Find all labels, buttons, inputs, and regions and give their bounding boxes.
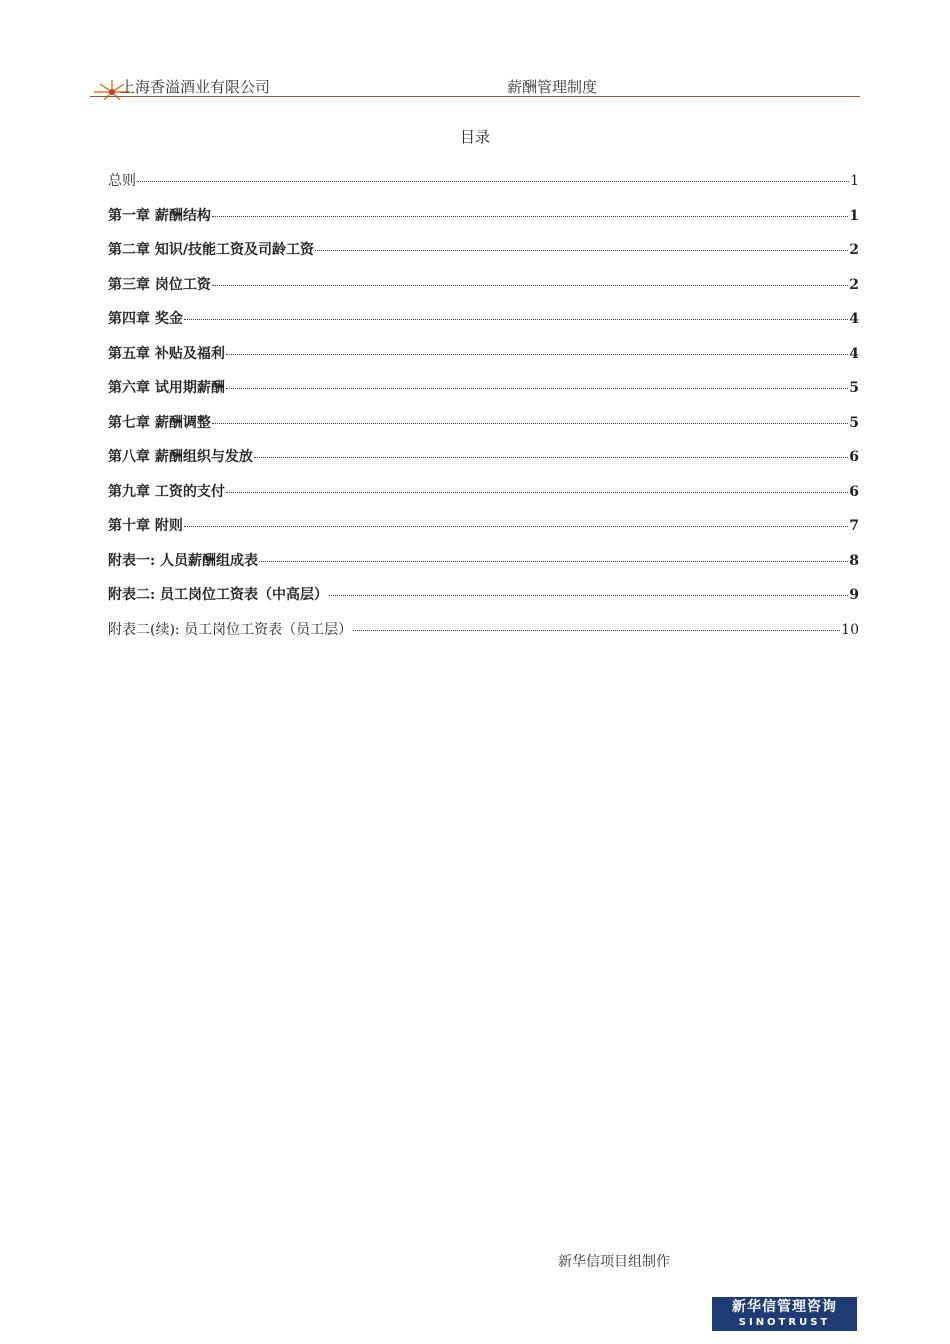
toc-entry-label: 第五章 补贴及福利	[108, 345, 225, 362]
toc-leader-dots	[259, 561, 848, 562]
toc-entry-page: 6	[849, 483, 859, 500]
toc-entry-label: 第七章 薪酬调整	[108, 414, 211, 431]
toc-leader-dots	[226, 492, 848, 493]
toc-entry-label: 第九章 工资的支付	[108, 483, 225, 500]
table-of-contents	[108, 170, 859, 653]
toc-entry-label: 第十章 附则	[108, 518, 183, 534]
toc-title: 目录	[459, 128, 490, 146]
toc-entry-page: 2	[849, 242, 859, 258]
toc-entry[interactable]	[108, 412, 859, 447]
footer-maker: 新华信项目组制作	[558, 1254, 670, 1270]
toc-leader-dots	[226, 354, 848, 355]
toc-entry-label: 附表一: 人员薪酬组成表	[108, 552, 259, 569]
toc-entry-page: 9	[849, 587, 859, 603]
toc-entry-label: 总则	[108, 173, 136, 189]
toc-leader-dots	[212, 216, 848, 217]
toc-entry[interactable]	[108, 446, 859, 481]
toc-leader-dots	[315, 250, 848, 251]
toc-entry[interactable]	[108, 481, 859, 516]
toc-entry-label: 附表二(续): 员工岗位工资表（员工层）	[108, 621, 353, 638]
toc-entry-page: 7	[849, 518, 859, 534]
toc-entry-label: 第六章 试用期薪酬	[108, 380, 225, 396]
toc-entry[interactable]	[108, 343, 859, 378]
toc-entry-label: 附表二: 员工岗位工资表（中高层）	[108, 587, 329, 603]
toc-entry[interactable]	[108, 170, 859, 205]
toc-leader-dots	[353, 630, 840, 631]
document-title: 薪酬管理制度	[507, 78, 598, 96]
toc-entry-page: 5	[849, 380, 859, 396]
header-divider	[90, 96, 860, 97]
toc-entry-page: 4	[849, 345, 859, 362]
toc-leader-dots	[329, 595, 848, 596]
company-name: 上海香溢酒业有限公司	[120, 78, 271, 96]
toc-entry-label: 第八章 薪酬组织与发放	[108, 449, 253, 465]
toc-entry[interactable]	[108, 377, 859, 412]
toc-entry-label: 第二章 知识/技能工资及司龄工资	[108, 242, 314, 258]
toc-leader-dots	[184, 526, 848, 527]
toc-entry-page: 6	[849, 449, 859, 465]
toc-entry-page: 10	[841, 621, 859, 638]
toc-entry[interactable]	[108, 584, 859, 619]
toc-entry-page: 1	[849, 207, 859, 224]
toc-entry-page: 8	[849, 552, 859, 569]
toc-entry-page: 2	[849, 276, 859, 293]
toc-entry[interactable]	[108, 239, 859, 274]
toc-entry[interactable]	[108, 550, 859, 585]
toc-leader-dots	[212, 285, 848, 286]
toc-entry[interactable]	[108, 308, 859, 343]
toc-entry-label: 第一章 薪酬结构	[108, 207, 211, 224]
toc-leader-dots	[226, 388, 848, 389]
toc-entry-label: 第三章 岗位工资	[108, 276, 211, 293]
toc-leader-dots	[137, 181, 849, 182]
brand-name-cn: 新华信管理咨询	[732, 1299, 837, 1315]
toc-leader-dots	[212, 423, 848, 424]
toc-entry-label: 第四章 奖金	[108, 311, 183, 327]
toc-leader-dots	[184, 319, 848, 320]
brand-logo	[712, 1297, 857, 1331]
toc-entry-page: 5	[849, 414, 859, 431]
brand-name-en: SINOTRUST	[738, 1317, 831, 1328]
toc-entry[interactable]	[108, 205, 859, 240]
toc-entry[interactable]	[108, 619, 859, 654]
toc-entry-page: 4	[849, 311, 859, 327]
toc-entry[interactable]	[108, 274, 859, 309]
toc-leader-dots	[254, 457, 848, 458]
toc-entry-page: 1	[850, 173, 859, 189]
toc-entry[interactable]	[108, 515, 859, 550]
